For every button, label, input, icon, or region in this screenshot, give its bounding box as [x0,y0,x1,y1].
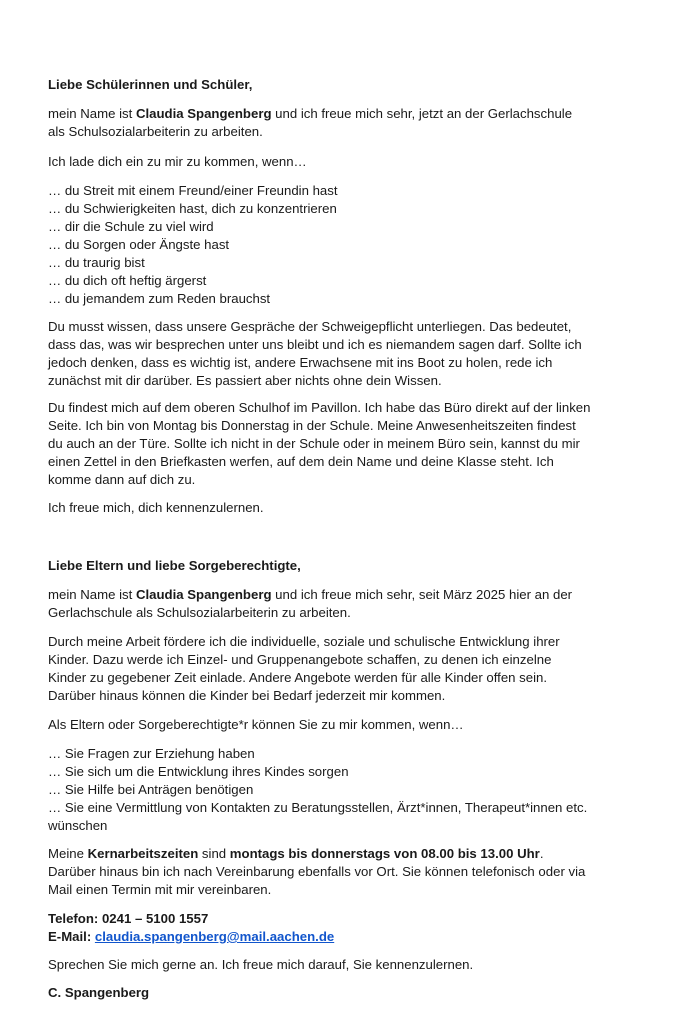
intro-text: Gerlachschule als Schulsozialarbeiterin zu arbeiten. [48,605,351,620]
intro-text: und ich freue mich sehr, seit März 2025 hier an der [271,587,573,602]
parent-greeting: Liebe Eltern und liebe Sorgeberechtigte, [48,558,301,573]
confidentiality-paragraph [48,318,652,390]
phone-number: Telefon: 0241 – 5100 1557 [48,911,209,926]
list-item: … du Schwierigkeiten hast, dich zu konzentrieren [48,201,337,216]
work-paragraph [48,633,652,705]
list-item: … du jemandem zum Reden brauchst [48,291,271,306]
paragraph-line: Seite. Ich bin von Montag bis Donnerstag in der Schule. Meine Anwesenheitszeiten findest [48,418,576,433]
location-paragraph [48,399,652,489]
list-item: … dir die Schule zu viel wird [48,219,214,234]
author-name: Claudia Spangenberg [135,106,272,121]
core-hours-times: montags bis donnerstags von 08.00 bis 13.00 Uhr [229,846,540,861]
list-item: … Sie sich um die Entwicklung ihres Kindes sorgen [48,764,349,779]
hours-text: . [539,846,544,861]
paragraph-line: Durch meine Arbeit fördere ich die individuelle, soziale und schulische Entwicklung ihrer [48,634,560,649]
list-item: … du dich oft heftig ärgerst [48,273,207,288]
student-closing: Ich freue mich, dich kennenzulernen. [48,500,264,515]
list-item: … du traurig bist [48,255,145,270]
paragraph-line: zunächst mit dir darüber. Es passiert aber nichts ohne dein Wissen. [48,373,442,388]
paragraph-line: du auch an der Türe. Sollte ich nicht in der Schule oder in meinem Büro sein, kannst du mir [48,436,580,451]
email-link[interactable]: claudia.spangenberg@mail.aachen.de [94,929,335,944]
hours-text: Mail einen Termin mit mir vereinbaren. [48,882,272,897]
signature: C. Spangenberg [48,985,150,1000]
hours-text: Meine [48,846,88,861]
parent-reason-list [48,745,652,835]
paragraph-line: Darüber hinaus können die Kinder bei Bedarf jederzeit mir kommen. [48,688,446,703]
paragraph-line: jedoch denken, dass es wichtig ist, andere Erwachsene mit ins Boot zu holen, rede ich [48,355,553,370]
paragraph-line: Du musst wissen, dass unsere Gespräche der Schweigepflicht unterliegen. Das bedeutet, [48,319,572,334]
student-greeting: Liebe Schülerinnen und Schüler, [48,77,253,92]
intro-text: und ich freue mich sehr, jetzt an der Gerlachschule [271,106,573,121]
list-item: … Sie eine Vermittlung von Kontakten zu Beratungsstellen, Ärzt*innen, Therapeut*innen etc. [48,800,588,815]
list-item: … du Sorgen oder Ängste hast [48,237,230,252]
intro-text: mein Name ist [48,106,136,121]
paragraph-line: Du findest mich auf dem oberen Schulhof im Pavillon. Ich habe das Büro direkt auf der linken [48,400,591,415]
paragraph-line: Kinder. Dazu werde ich Einzel- und Gruppenangebote schaffen, zu denen ich einzelne [48,652,552,667]
paragraph-line: Kinder zu gegebener Zeit einlade. Andere Angebote werden für alle Kinder offen sein. [48,670,548,685]
core-hours-label: Kernarbeitszeiten [87,846,199,861]
list-item: wünschen [48,818,108,833]
email-label: E-Mail: [48,929,95,944]
hours-text: Darüber hinaus bin ich nach Vereinbarung ebenfalls vor Ort. Sie können telefonisch oder via [48,864,586,879]
list-item: … Sie Hilfe bei Anträgen benötigen [48,782,254,797]
parent-invite: Als Eltern oder Sorgeberechtigte*r können Sie zu mir kommen, wenn… [48,717,464,732]
list-item: … du Streit mit einem Freund/einer Freundin hast [48,183,338,198]
intro-text: mein Name ist [48,587,136,602]
student-invite: Ich lade dich ein zu mir zu kommen, wenn… [48,154,307,169]
parent-intro [48,586,652,622]
parent-closing: Sprechen Sie mich gerne an. Ich freue mich darauf, Sie kennenzulernen. [48,957,474,972]
paragraph-line: komme dann auf dich zu. [48,472,196,487]
hours-text: sind [198,846,230,861]
paragraph-line: dass das, was wir besprechen unter uns bleibt und ich es niemandem sagen darf. Sollte ich [48,337,582,352]
student-intro [48,105,652,141]
paragraph-line: einen Zettel in den Briefkasten werfen, auf dem dein Name und deine Klasse steht. Ich [48,454,554,469]
author-name: Claudia Spangenberg [135,587,272,602]
contact-block [48,910,652,946]
intro-text: als Schulsozialarbeiterin zu arbeiten. [48,124,263,139]
list-item: … Sie Fragen zur Erziehung haben [48,746,255,761]
student-reason-list [48,182,652,308]
hours-paragraph [48,845,652,899]
